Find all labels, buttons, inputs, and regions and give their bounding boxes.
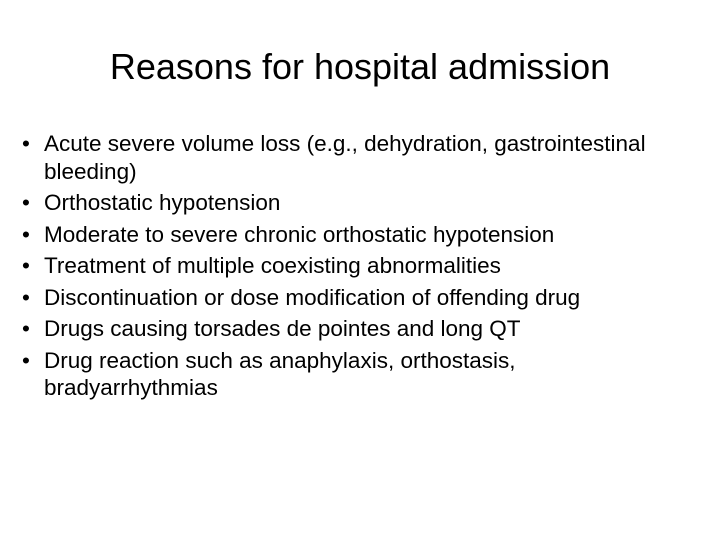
bullet-list [22,130,682,406]
bullet-text: Drug reaction such as anaphylaxis, orthostasis, bradyarrhythmias [44,347,516,400]
bullet-marker: • [22,284,30,310]
bullet-text: Treatment of multiple coexisting abnormalities [44,253,501,278]
bullet-text: Discontinuation or dose modification of offending drug [44,284,581,310]
bullet-item [22,252,682,280]
bullet-text: Moderate to severe chronic orthostatic hypotension [44,221,555,247]
bullet-text: Orthostatic hypotension [44,190,281,215]
bullet-item [22,315,682,343]
bullet-marker: • [22,221,30,247]
bullet-item [22,130,682,185]
bullet-item [22,221,682,249]
slide-title: Reasons for hospital admission [109,46,611,87]
bullet-text: Acute severe volume loss (e.g., dehydration, gastrointestinal bleeding) [44,131,646,184]
bullet-marker: • [22,347,30,373]
bullet-marker: • [22,316,30,341]
bullet-item [22,347,682,402]
bullet-marker: • [22,131,30,156]
bullet-item [22,189,682,217]
bullet-item [22,284,682,312]
bullet-marker: • [22,253,30,278]
bullet-text: Drugs causing torsades de pointes and long QT [44,316,521,341]
bullet-marker: • [22,190,30,215]
